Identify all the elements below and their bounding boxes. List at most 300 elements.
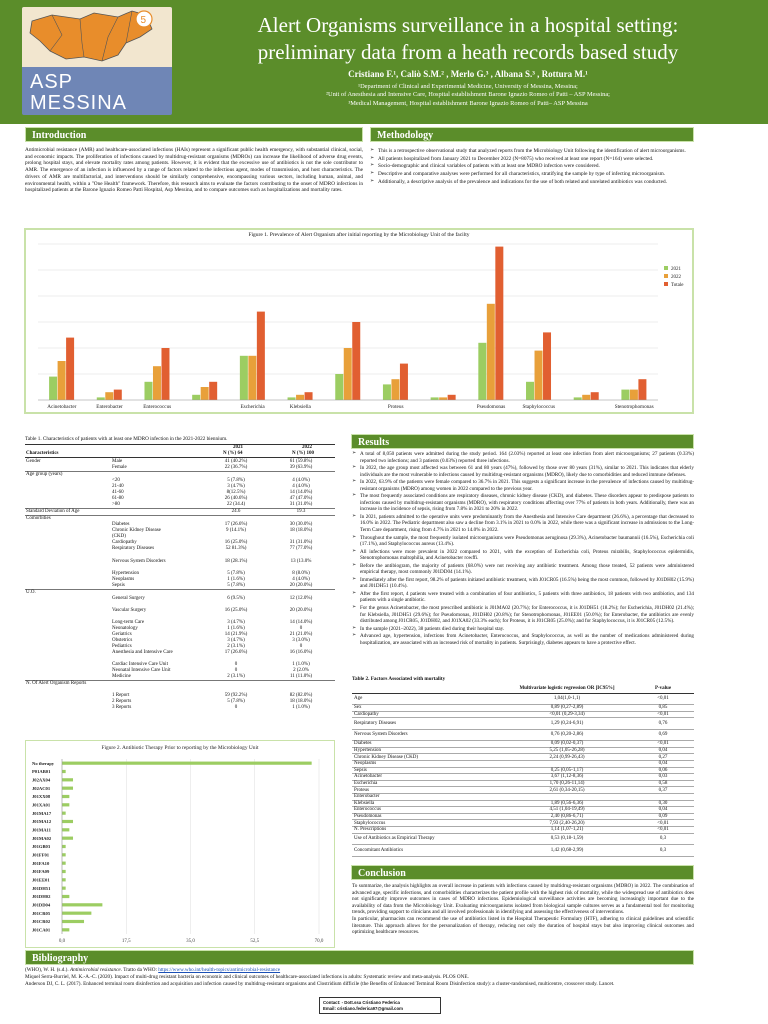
conclusion-heading: Conclusion	[351, 865, 694, 880]
figure-1-title: Figure 1. Prevalence of Alert Organism after initial reporting by the Microbiology Unit of the facilty	[248, 232, 470, 238]
table-cell: 0	[234, 705, 238, 711]
x-tick-label: Escherichia	[240, 404, 265, 410]
bibliography-list	[25, 967, 694, 988]
bar-2022	[535, 351, 543, 400]
legend-label: 2021	[671, 267, 681, 272]
methodology-heading: Methodology	[370, 127, 694, 142]
table-cell: Klebsiella	[352, 800, 502, 807]
y-tick-label: J01FA09	[32, 869, 50, 875]
table-cell: 3 Reports	[112, 705, 132, 711]
results-item: ➢ In 2022, 63.9% of the patients were female compared to 36.7% in 2021. This suggests a significant increase in the prevalence of infections caused by multidrug-resistant organisms (MDRO) among women in 2022 compared to the previous year.	[352, 479, 694, 492]
reference-1-title: Antimicrobial resistance.	[69, 967, 123, 973]
table-cell: Acinetobacter	[352, 774, 502, 781]
table-cell: 0	[299, 644, 303, 650]
bar-2022	[630, 390, 638, 400]
table-cell: 16 (25.0%)	[224, 607, 248, 613]
table-cell: 5,25 (1,05-26,28)	[502, 747, 632, 754]
bar-2021	[574, 397, 582, 400]
table-cell: 19.3	[267, 509, 335, 516]
bar-2022	[582, 395, 590, 400]
table-cell: 1,89 (0,56-6,36)	[502, 800, 632, 807]
results-item: ➢ In the sample (2021–2022), 38 patients died during their hospital stay.	[352, 626, 694, 633]
bar-2021	[478, 343, 486, 400]
bar-totale	[114, 390, 122, 400]
table-cell: 6 (9.5%)	[227, 595, 245, 601]
table-cell: N. Of Alert Organism Reports	[25, 681, 111, 688]
table-cell: 47 (47.0%)	[289, 496, 313, 502]
table-row	[352, 711, 694, 718]
x-tick-label: 52,5	[250, 939, 260, 944]
table-cell: 0,09 (0,02-0,37)	[502, 741, 632, 748]
table-row	[352, 754, 694, 761]
bar	[62, 920, 84, 923]
table-row	[25, 705, 335, 711]
table-row	[352, 693, 694, 705]
table-cell: 41 (40.2%)	[224, 459, 248, 464]
table-cell: 1 (1.0%)	[292, 662, 310, 668]
table-1	[25, 459, 335, 712]
table-cell: 20 (20.0%)	[289, 607, 313, 613]
table-cell: 3 (4.7%)	[227, 638, 245, 644]
table-cell: Male	[112, 459, 123, 464]
bar-2021	[144, 382, 152, 400]
table-cell: 24.6	[205, 509, 267, 516]
conclusion-paragraph-2: In particular, pharmacists can recommend the use of antibiotics listed in the Hospital Therapeutic Formulary (HTF), adhering to clinical guidelines and scientific literature. This approach allows for the personalization of therapy, reducing not only the duration of hospital stays but also improving clinical outcomes and optimizing healthcare resources.	[352, 915, 694, 936]
contact-email: Email: cristiano.federica97@gmail.com	[323, 1006, 403, 1011]
table-cell: 0,3	[632, 845, 694, 857]
table-cell: Obstetrics	[112, 638, 133, 644]
table-2-col-pvalue: P-value	[632, 684, 694, 693]
table-row	[352, 833, 694, 845]
bar-2022	[439, 397, 447, 400]
table-cell: 61-80	[112, 496, 124, 502]
x-tick-label: 0,0	[58, 939, 66, 944]
bar	[62, 762, 312, 765]
table-1-col-2022: 2022	[302, 445, 312, 450]
y-tick-label: J01CR02	[32, 919, 51, 925]
table-cell: 18 (28.1%)	[224, 558, 248, 564]
table-cell: 11 (11.0%)	[289, 674, 313, 680]
y-tick-label: J01MA11	[32, 827, 51, 833]
table-cell: 1 (1.6%)	[227, 576, 245, 582]
y-tick-label: J01DH02	[32, 894, 51, 900]
table-cell: 3 (4.7%)	[227, 619, 245, 625]
affiliations	[178, 83, 758, 108]
table-cell: <0,01	[632, 711, 694, 718]
table-cell: Concomitant Antibiotics	[352, 845, 502, 857]
x-tick-label: Enterobacter	[96, 404, 123, 410]
table-cell: General Surgery	[112, 595, 145, 601]
table-cell: Neoplasms	[112, 576, 135, 582]
bar-totale	[257, 312, 265, 400]
bar-totale	[400, 364, 408, 400]
table-cell: Geriatrics	[112, 631, 132, 637]
table-cell: Escherichia	[352, 780, 502, 787]
bar	[62, 778, 73, 781]
table-1-title: Table 1. Characteristics of patients with at least one MDRO infection in the 2021-2022 biennium.	[25, 436, 228, 442]
bar	[62, 787, 73, 790]
table-cell	[502, 760, 632, 767]
y-tick-label: J01CR05	[32, 910, 51, 916]
bar	[62, 878, 66, 881]
table-cell: 0,30	[632, 800, 694, 807]
table-cell: 14 (21.9%)	[224, 631, 248, 637]
table-row	[352, 800, 694, 807]
table-2-title: Table 2. Factors Associated with mortality	[352, 676, 446, 682]
table-cell: <0,01	[632, 820, 694, 827]
table-cell: 2 (2.0%	[293, 668, 309, 674]
table-cell: Hypertension	[352, 747, 502, 754]
bar	[62, 820, 73, 823]
y-tick-label: J01DH51	[32, 885, 51, 891]
figure-2-chart	[25, 740, 335, 948]
bar-2021	[97, 397, 105, 400]
results-list	[352, 451, 694, 647]
table-1-col-characteristics: Characteristics	[26, 451, 59, 456]
table-cell: 0,04	[632, 747, 694, 754]
table-cell: Diabetes	[112, 522, 130, 528]
bar-2021	[288, 397, 296, 400]
table-cell: 2 Reports	[112, 699, 132, 705]
table-cell: Respiratory Diseases	[352, 718, 502, 730]
table-cell: 8(12.5%)	[226, 490, 246, 496]
bar-2021	[335, 374, 343, 400]
bar-2022	[153, 366, 161, 400]
x-tick-label: Enterococcus	[143, 404, 172, 410]
table-row	[352, 807, 694, 814]
results-item: ➢ For the genus Acinetobacter, the most prescribed antibiotic is J01MA02 (20.7%); for Enterococcus, it is J01DH51 (18.2%); for Escherichia, J01DH02 (21.4%); for Klebsiella, J01DH51 (29.6%); for Pseudomonas, J01DH02 (20.8%); for Stenotrophomonas, J01EE01 (50.0%); for Enterobacter, the antibiotics are evenly distributed among J01CR05, J01DH02, and J01XA02 (33.3% each); for Proteus, it is J01CR05 (25.0%); and for Staphylococcus, it is J01CR05 (12.5%).	[352, 605, 694, 625]
bar	[62, 853, 66, 856]
bar-2021	[526, 382, 534, 400]
table-cell: 1,42 (0,68-2,99)	[502, 845, 632, 857]
results-item: ➢ After the first report, 4 patients were treated with a combination of four antibiotics, 5 patients with three antibiotics, 18 patients with two antibiotics, and 134 patients with a single antibiotic.	[352, 591, 694, 604]
bar-2022	[344, 348, 352, 400]
y-tick-label: J01FF01	[32, 852, 50, 858]
bar	[62, 862, 66, 865]
table-cell: 16 (25.0%)	[224, 540, 248, 546]
table-cell: 1 (1.6%)	[227, 625, 245, 631]
reference-1	[25, 967, 694, 974]
table-cell: 18 (18.0%)	[289, 699, 313, 705]
table-cell: 0,04	[632, 760, 694, 767]
bar	[62, 803, 69, 806]
bar-totale	[66, 338, 74, 400]
table-cell: 1,14 (1,07-1,21)	[502, 826, 632, 833]
table-cell: Chronic Kidney Disease (CKD)	[352, 754, 502, 761]
table-cell: <0,01 (0,29-3,34)	[502, 711, 632, 718]
poster-header	[0, 0, 768, 124]
table-cell: 0,76 (0,20-2,86)	[502, 729, 632, 741]
methodology-item: ➢ All patients hospitalized from January 2021 to December 2022 (N=8075) who received at least one report (N=164) were selected.	[370, 156, 694, 163]
table-cell: 8 (8.0%)	[292, 570, 310, 576]
table-cell: 3 (3.0%)	[292, 638, 310, 644]
table-cell: Age group (years)	[25, 472, 111, 479]
table-cell: Staphylococcus	[352, 820, 502, 827]
table-cell: 5 (7.8%)	[227, 699, 245, 705]
reference-1-author: (WHO), W. H. (s.d.).	[25, 967, 70, 973]
table-cell: 82 (82.0%)	[289, 693, 313, 699]
table-cell: Pediatrics	[112, 644, 132, 650]
bar	[62, 837, 73, 840]
results-heading: Results	[351, 434, 694, 449]
table-cell: Medicine	[112, 674, 131, 680]
methodology-item: ➢ Additionally, a descriptive analysis of the prevalence and indications for the use of both related and unrelated antibiotics was conducted.	[370, 179, 694, 186]
table-row	[352, 767, 694, 774]
table-row	[352, 760, 694, 767]
table-cell: 16 (16.0%)	[289, 650, 313, 656]
table-cell: 61 (59.8%)	[289, 459, 313, 464]
logo-text-asp: ASP	[30, 71, 74, 93]
table-cell: Use of Antibiotics as Empirical Therapy	[352, 833, 502, 845]
table-cell: 5 (7.8%)	[227, 478, 245, 484]
table-cell: <20	[112, 478, 120, 484]
bar-totale	[448, 395, 456, 400]
results-item: ➢ In 2022, the age group most affected was between 61 and 80 years (47%), followed by those over 80 years (31%), similar to 2021. This indicates that elderly individuals are the most vulnerable to infections caused by multidrug-resistant organisms (MDRO), likely due to comorbidities and reduced immune defenses.	[352, 465, 694, 478]
table-cell: <0,01	[632, 826, 694, 833]
bar-2021	[431, 397, 439, 400]
legend-swatch	[664, 274, 668, 278]
logo-text-messina: MESSINA	[30, 92, 128, 114]
bar-totale	[638, 379, 646, 400]
table-cell: Sepsis	[112, 582, 125, 588]
table-cell: 1 Report	[112, 693, 130, 699]
results-item: ➢ The most frequently associated conditions are respiratory diseases, chronic kidney disease (CKD), and diabetes. These disorders appear to predispose patients to infections caused by multidrug-resistant organisms (MDRO), with respiratory conditions affecting over 77% of patients in both years. Additionally, there was an increase in the incidence of sepsis, rising from 7.8% in 2021 to 20% in 2022.	[352, 493, 694, 513]
legend-swatch	[664, 282, 668, 286]
bar-2022	[105, 392, 113, 400]
y-tick-label: J02AX04	[32, 777, 51, 783]
bar-2021	[383, 384, 391, 400]
figure-2-svg	[26, 741, 334, 947]
table-row	[352, 741, 694, 748]
bar	[62, 912, 91, 915]
bar	[62, 770, 66, 773]
bar	[62, 928, 69, 931]
table-cell: 0,06	[632, 767, 694, 774]
bibliography-heading: Bibliography	[25, 950, 694, 965]
table-cell: 0,37	[632, 787, 694, 794]
title-line-2: preliminary data from a heath records based study	[257, 40, 679, 64]
table-cell: 2 (3.1%)	[227, 674, 245, 680]
table-cell: 0	[234, 668, 238, 674]
table-cell: 0,58	[632, 780, 694, 787]
table-cell: 12 (12.0%)	[289, 595, 313, 601]
table-row	[352, 787, 694, 794]
table-cell: 30 (30.0%)	[289, 522, 313, 528]
y-tick-label: J01XA01	[32, 802, 51, 808]
table-cell: 0,53 (0,18-1,59)	[502, 833, 632, 845]
results-item: ➢ Before the antibiogram, the majority of patients (68.0%) were not receiving any antibiotic treatment. Among those treated, 52 patients were administered empirical therapy, most commonly J01DD04 (14.1%).	[352, 563, 694, 576]
bar-2021	[49, 377, 57, 400]
table-cell: 31 (31.0%)	[289, 540, 313, 546]
bar-2022	[391, 379, 399, 400]
methodology-list	[370, 148, 694, 187]
table-row	[352, 705, 694, 712]
bar	[62, 895, 69, 898]
affiliation-2: ²Unit of Anesthesia and Intensive Care, Hospital establishment Barone Ignazio Romeo of Patti – ASP Messina;	[326, 91, 610, 99]
bar-2021	[240, 356, 248, 400]
results-item: ➢ Immediately after the first report, 98.2% of patients initiated antibiotic treatment, with J01CR05 (16.5%) being the most common, followed by J01DH02 (15.9%) and J01DH51 (10.4%).	[352, 577, 694, 590]
table-cell: Age	[352, 693, 502, 705]
table-cell: >80	[112, 502, 120, 508]
table-2-col-factor	[352, 684, 502, 693]
y-tick-label: No therapy	[32, 760, 55, 766]
x-tick-label: Stenotrophomonas	[614, 404, 654, 410]
bar-2022	[487, 304, 495, 400]
y-tick-label: J01FA10	[32, 860, 50, 866]
table-cell: 2,24 (0,99-26,43)	[502, 754, 632, 761]
reference-1-source: Tratto da WHO:	[122, 967, 159, 973]
table-row	[352, 718, 694, 730]
table-cell: Female	[112, 465, 127, 471]
table-1-header	[25, 444, 335, 458]
table-cell: 41-60	[112, 490, 124, 496]
table-cell: 1,29 (0,24-6,91)	[502, 718, 632, 730]
table-cell: 0,27	[632, 754, 694, 761]
table-cell: 13 (13.0%	[290, 558, 312, 564]
bar-totale	[161, 348, 169, 400]
bar-2021	[192, 395, 200, 400]
table-cell: Vascular Surgery	[112, 607, 147, 613]
table-row	[352, 820, 694, 827]
table-cell: 3 (4.7%)	[227, 484, 245, 490]
table-cell: Neonatology	[112, 625, 138, 631]
table-cell: Pseudomonas	[352, 813, 502, 820]
table-cell: Nervous System Disorders	[352, 729, 502, 741]
table-cell: Enterococcus	[352, 807, 502, 814]
y-tick-label: J01EE01	[32, 877, 50, 883]
table-cell: 3,67 (1,12-8,36)	[502, 774, 632, 781]
bar-2022	[201, 387, 209, 400]
table-cell: Neonatal Intensive Care Unit	[112, 668, 171, 674]
y-tick-label: J01GB03	[32, 844, 51, 850]
bar-totale	[209, 382, 217, 400]
table-cell: Standard Deviation of Age	[25, 509, 111, 516]
y-tick-label: J01XX08	[32, 794, 51, 800]
table-cell: 77 (77.0%)	[289, 546, 313, 552]
table-cell: Comorbities	[25, 516, 111, 523]
results-item: ➢ In 2021, patients admitted to the operative units were predominantly from the Anesthesia and Intensive Care department (26.6%), a percentage that decreased to 16.0% in 2022. The Pediatric department also saw a decline from 3.1% in 2021 to 0.0% in 2022, while there was a significant increase in admissions to the Long-Term Care department, rising from 4.7% in 2021 to 14.0% in 2022.	[352, 514, 694, 534]
poster-title	[178, 12, 758, 66]
table-cell: 31 (31.0%)	[289, 502, 313, 508]
table-cell: Respiratory Diseases	[112, 546, 155, 552]
table-cell: <0,01	[632, 693, 694, 705]
table-cell: Long-term Care	[112, 619, 145, 625]
y-tick-label: J02AC01	[32, 785, 51, 791]
table-cell: Sepsis	[352, 767, 502, 774]
table-cell: 9 (14.1%)	[226, 528, 246, 534]
x-tick-label: 70,0	[314, 939, 324, 944]
figure-1-svg	[26, 230, 692, 412]
x-tick-label: Staphylococcus	[522, 404, 556, 410]
table-cell: 5 (7.8%)	[227, 570, 245, 576]
bar	[62, 870, 66, 873]
methodology-item: ➢ Descriptive and comparative analyses were performed for all characteristics, stratifying the sample by type of infecting microorganism.	[370, 171, 694, 178]
table-row	[352, 747, 694, 754]
introduction-text: Antimicrobial resistance (AMR) and healthcare-associated infections (HAIs) represent a significant public health emergency, with substantial clinical, social, and economic impacts. The proliferation of infections caused by multidrug-resistant organisms (MDROs) can increase the likelihood of adverse drug events, prolong hospital stays, and elevate mortality rates among patients. However, it is evident that the excessive use of antibiotics is not the sole contributor to AMR. The emergence of an infection is influenced by a range of factors related to the infectious agent, modes of transmission, and host characteristics. The drivers of AMR are multifactorial, and interventions should be similarly comprehensive, encompassing various sectors, including human, animal, and environmental health, within a "One Health" framework. Therefore, this research aims to evaluate the factors contributing to the onset of MDRO infections in hospitalized patients at the Barone Ignazio Romeo Patti Hospital, Asp Messina, and to compare outcomes such as hospitalizations and mortality rates.	[25, 147, 363, 194]
table-cell: (CKD)	[112, 534, 126, 540]
x-tick-label: 35,0	[186, 939, 195, 944]
table-cell: 1,70 (0,26-11,14)	[502, 780, 632, 787]
results-item: ➢ Advanced age, hypertension, infections from Acinetobacter, Enterococcus, and Staphylococcus, as well as the number of medications administered during hospitalization, are associated with an increased risk of mortality in patients. Surprisingly, diabetes appears to have a protective effect.	[352, 633, 694, 646]
table-cell: 1 (1.0%)	[292, 705, 310, 711]
reference-2: Miquel Serra-Burriel, M. K.-A.-C. (2020). Impact of multi-drug resistant bacteria on economic and clinical outcomes of healthcare-associated infections in adults: Systematic review and meta-analysis. PLOS ONE.	[25, 974, 469, 980]
table-cell: Neoplasms	[352, 760, 502, 767]
bar	[62, 845, 66, 848]
bar-totale	[495, 247, 503, 400]
y-tick-label: J01MA02	[32, 835, 52, 841]
table-2-col-or: Multivariate logistic regression OR [IC95%]	[502, 684, 632, 693]
table-cell	[111, 509, 205, 516]
bar-2021	[621, 390, 629, 400]
table-row	[25, 509, 335, 516]
table-cell: Chronic Kidney Disease	[112, 528, 161, 534]
table-cell: 4 (4.0%)	[292, 576, 310, 582]
table-cell	[502, 793, 632, 800]
title-line-1: Alert Organisms surveillance in a hospital setting:	[257, 13, 679, 37]
reference-3: Anderson DJ, C. L. (2017). Enhanced terminal room disinfection and acquisition and infection caused by multidrug-resistant organisms and Clostridium difficile (the Benefits of Enhanced Terminal Room Disinfection study): a cluster-randomised, multicentre, crossover study. Lancet.	[25, 981, 615, 987]
table-cell: 0,09	[632, 813, 694, 820]
y-tick-label: J01MA12	[32, 819, 52, 825]
table-cell: Diabetes	[352, 741, 502, 748]
table-cell: 4,51 (1,04-19,49)	[502, 807, 632, 814]
table-cell: 14 (14.0%)	[289, 619, 313, 625]
bar-totale	[352, 322, 360, 400]
table-cell: 26 (40.6%)	[224, 496, 248, 502]
bar-totale	[305, 392, 313, 400]
table-cell: 0,69	[632, 729, 694, 741]
bar-2022	[58, 361, 66, 400]
table-cell	[632, 793, 694, 800]
y-tick-label: P01AB01	[32, 769, 51, 775]
table-cell: Anesthesia and Intensive Care	[112, 650, 173, 656]
table-row	[352, 729, 694, 741]
table-row	[352, 793, 694, 800]
conclusion-paragraph-1: To summarize, the analysis highlights an overall increase in patients with infections caused by multidrug-resistant organisms (MDRO) in 2022. The combination of advanced age, specific infections, and comorbidities characterizes the patient profile with the highest risk of mortality, while the widespread use of antibiotics does not significantly improve outcomes in cases of MDRO infections. Epidemiological surveillance activities are becoming increasingly important due to the availability of data from the Microbiology Unit. Evaluating microorganisms isolated from biological sample cultures serves as a fundamental tool for monitoring trends, providing support to clinicians and all involved professionals in identifying and assessing the effectiveness of interventions.	[352, 883, 694, 916]
table-row	[352, 780, 694, 787]
table-cell: 17 (26.6%)	[224, 650, 248, 656]
table-cell: 0	[234, 662, 238, 668]
contact-name: Contact: - Dott.ssa Cristiano Federica	[323, 1000, 400, 1005]
figure-2-title: Figure 2. Antibiotic Therapy Prior to reporting by the Microbiology Unit	[101, 745, 259, 751]
y-tick-label: J01CA01	[32, 927, 51, 933]
svg-text:5: 5	[140, 15, 147, 26]
table-1-col-2022-n: N (%) 100	[292, 451, 314, 456]
table-cell: 4 (4.0%)	[292, 484, 310, 490]
table-cell: 21 (21.0%)	[289, 631, 313, 637]
reference-1-link[interactable]: https://www.who.int/health-topics/antimicrobial-resistance	[158, 967, 281, 973]
table-cell: <0,01	[632, 741, 694, 748]
table-1-col-2021: 2021	[233, 445, 243, 450]
results-item: ➢ All infections were more prevalent in 2022 compared to 2021, with the exception of Escherichia coli, Proteus mirabilis, Staphylococcus epidermidis, Stenotrophomonas maltophilia, and Acinetobacter rowffi.	[352, 549, 694, 562]
results-item: ➢ Throughout the sample, the most frequently isolated microorganisms were Pseudomonas aeruginosa (29.3%), Acinetobacter baumannii (16.5%), Escherichia coli (17.1%), and Staphylococcus aureus (13.4%).	[352, 535, 694, 548]
table-cell: Enterobacter	[352, 793, 502, 800]
table-cell: U.O.	[25, 589, 111, 596]
table-cell: Nervous System Disorders	[112, 558, 166, 564]
table-cell: Hypertension	[112, 570, 139, 576]
table-cell: 14 (14.0%)	[289, 490, 313, 496]
table-cell: 0,76	[632, 718, 694, 730]
table-cell: 18 (18.0%)	[289, 528, 313, 534]
bar-2022	[248, 356, 256, 400]
table-row	[352, 845, 694, 857]
asp-messina-logo	[22, 7, 172, 115]
contact-box	[319, 997, 441, 1014]
x-tick-label: Pseudomonas	[476, 404, 506, 410]
x-tick-label: 17,5	[121, 939, 131, 944]
bar-totale	[591, 392, 599, 400]
legend-label: Totale	[671, 283, 684, 288]
x-tick-label: Proteus	[387, 404, 404, 410]
